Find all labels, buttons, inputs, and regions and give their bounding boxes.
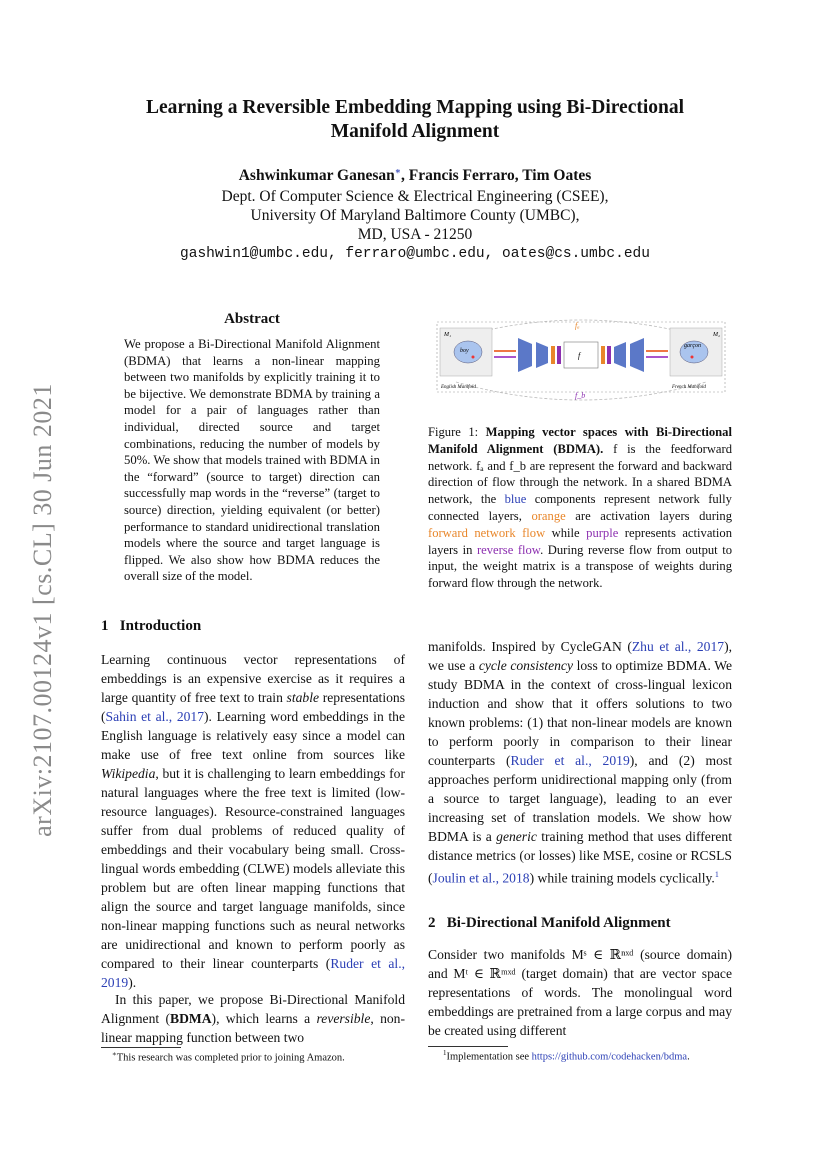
abstract-heading: Abstract: [224, 311, 280, 327]
act-forward-1: [551, 346, 555, 364]
input-arrow-right: [646, 356, 668, 358]
abstract-text: We propose a Bi-Directional Manifold Alignment (BDMA) that learns a non-linear mapping between two manifolds by explicitly training it to be bijective. We demonstrate BDMA by training a model for a pair of languages rather than individual, directed source and target combinations, reducing the number of models by 50%. We show that models trained with BDMA in the “forward” (source to target) direction can successfully map words in the “reverse” (target to source) direction, yielding equivalent (or better) performance to standard unidirectional translation models where the source and target language is flipped. We also show how BDMA reduces the overall size of the model.: [124, 337, 380, 584]
layer-3: [614, 342, 626, 368]
left-point: [472, 356, 475, 359]
footnote-rule-right: [428, 1046, 508, 1047]
footnote-1-marker[interactable]: 1: [714, 870, 719, 879]
intro-paragraph-2: In this paper, we propose Bi-Directional Manifold Alignment (BDMA), which learns a reversible, non-linear mapping function between two: [101, 992, 406, 1045]
center-f-box: [564, 342, 598, 368]
fa-label: fₐ: [575, 321, 580, 330]
word-left: boy: [460, 348, 469, 354]
english-manifold-label: English Manifold: [441, 385, 476, 390]
right-point: [691, 356, 694, 359]
input-arrow: [494, 350, 516, 352]
affiliation-line-3: MD, USA - 21250: [357, 226, 473, 243]
author-emails: gashwin1@umbc.edu, ferraro@umbc.edu, oates@cs.umbc.edu: [180, 246, 650, 262]
bdma-diagram: [436, 316, 726, 406]
paper-title: Learning a Reversible Embedding Mapping using Bi-Directional Manifold Alignment: [145, 97, 685, 142]
cite-zhu[interactable]: Zhu et al., 2017: [631, 639, 725, 654]
output-arrow: [494, 356, 516, 358]
forward-arc: [456, 320, 706, 338]
layer-2: [536, 342, 548, 368]
act-reverse-2: [607, 346, 611, 364]
f-label: f: [578, 351, 581, 360]
act-forward-2: [601, 346, 605, 364]
footnote-left: ∗This research was completed prior to joining Amazon.: [112, 1050, 345, 1064]
footnote-right: $^1$Implementation see https://github.com/codehacken/bdma.: [443, 1049, 690, 1063]
word-right: garçon: [684, 343, 701, 349]
french-manifold-label: French Manifold: [672, 385, 706, 390]
section-2-heading: 2 Bi-Directional Manifold Alignment: [428, 915, 671, 931]
fb-label: f_b: [575, 391, 586, 400]
arxiv-sidebar: [18, 370, 68, 850]
cite-ruder-2[interactable]: Ruder et al., 2019: [510, 753, 630, 768]
intro-heading: 1 Introduction: [101, 618, 202, 634]
cite-sahin[interactable]: Sahin et al., 2017: [105, 709, 205, 724]
right-paragraph-1: manifolds. Inspired by CycleGAN (Zhu et al., 2017), we use a cycle consistency loss to optimize BDMA. We study BDMA in the context of cross-lingual lexicon induction and show that it offers solutions to two known problems: (1) that non-linear models are known to perform poorly in comparison to their linear counterparts (Ruder et al., 2019), and (2) most approaches perform unidirectional mapping only (from a source to target language), leading to an ever increasing set of translation models. We show how BDMA is a generic training method that uses different distance metrics (or losses) like MSE, cosine or RCSLS (Joulin et al., 2018) while training models cyclically.$^1$: [428, 639, 732, 886]
intro-paragraph-1: Learning continuous vector representations of embeddings is an expensive exercise as it requires a large quantity of free text to train stable representations (Sahin et al., 2017). Learning word embeddings in the English language is relatively easy since a model can make use of free text online from sources like Wikipedia, but it is challenging to learn embeddings for natural languages where the free text is limited (low-resource languages). Resource-constrained languages suffer from dual problems of reduced quality of embeddings and their vocabulary being small. Cross-lingual words embedding (CLWE) models alleviate this problem but are often linear mapping functions that align the source and target language manifolds, since non-linear mapping functions such as neural networks are unidirectional and known to perform poorly as compared to their linear counterparts (Ruder et al., 2019).: [101, 652, 406, 990]
layer-4: [630, 338, 644, 372]
figure-1: [436, 316, 726, 406]
section-2-paragraph: Consider two manifolds Mˢ ∈ ℝⁿˣᵈ (source domain) and Mᵗ ∈ ℝᵐˣᵈ (target domain) that are vector space representations of words. The monolingual word embeddings are pretrained from a large corpus and may be created using different: [428, 947, 732, 1038]
layer-1: [518, 338, 532, 372]
m1-label: M₁: [444, 332, 452, 338]
figure-caption: Figure 1: Mapping vector spaces with Bi-Directional Manifold Alignment (BDMA). f is the feedforward network. fₐ and f_b are represent the forward and backward direction of flow through the network. In a shared BDMA network, the blue components represent network fully connected layers, orange are activation layers during forward network flow while purple represents activation layers in reverse flow. During reverse flow from output to input, the weight matrix is a transpose of weights during forward flow through the network.: [428, 425, 733, 591]
arxiv-id: arXiv:2107.00124v1 [cs.CL] 30 Jun 2021: [28, 383, 57, 837]
github-link[interactable]: https://github.com/codehacken/bdma: [531, 1051, 688, 1063]
cite-joulin[interactable]: Joulin et al., 2018: [432, 870, 530, 886]
m2-label: M₂: [713, 332, 721, 338]
affiliation-line-1: Dept. Of Computer Science & Electrical Engineering (CSEE),: [221, 188, 609, 205]
footnote-rule-left: [101, 1047, 181, 1048]
output-arrow-right: [646, 350, 668, 352]
affiliation-line-2: University Of Maryland Baltimore County (UMBC),: [250, 207, 580, 224]
cite-ruder[interactable]: Ruder et al., 2019: [101, 956, 406, 990]
authors: Ashwinkumar Ganesan∗, Francis Ferraro, Tim Oates: [238, 166, 592, 185]
act-reverse-1: [557, 346, 561, 364]
